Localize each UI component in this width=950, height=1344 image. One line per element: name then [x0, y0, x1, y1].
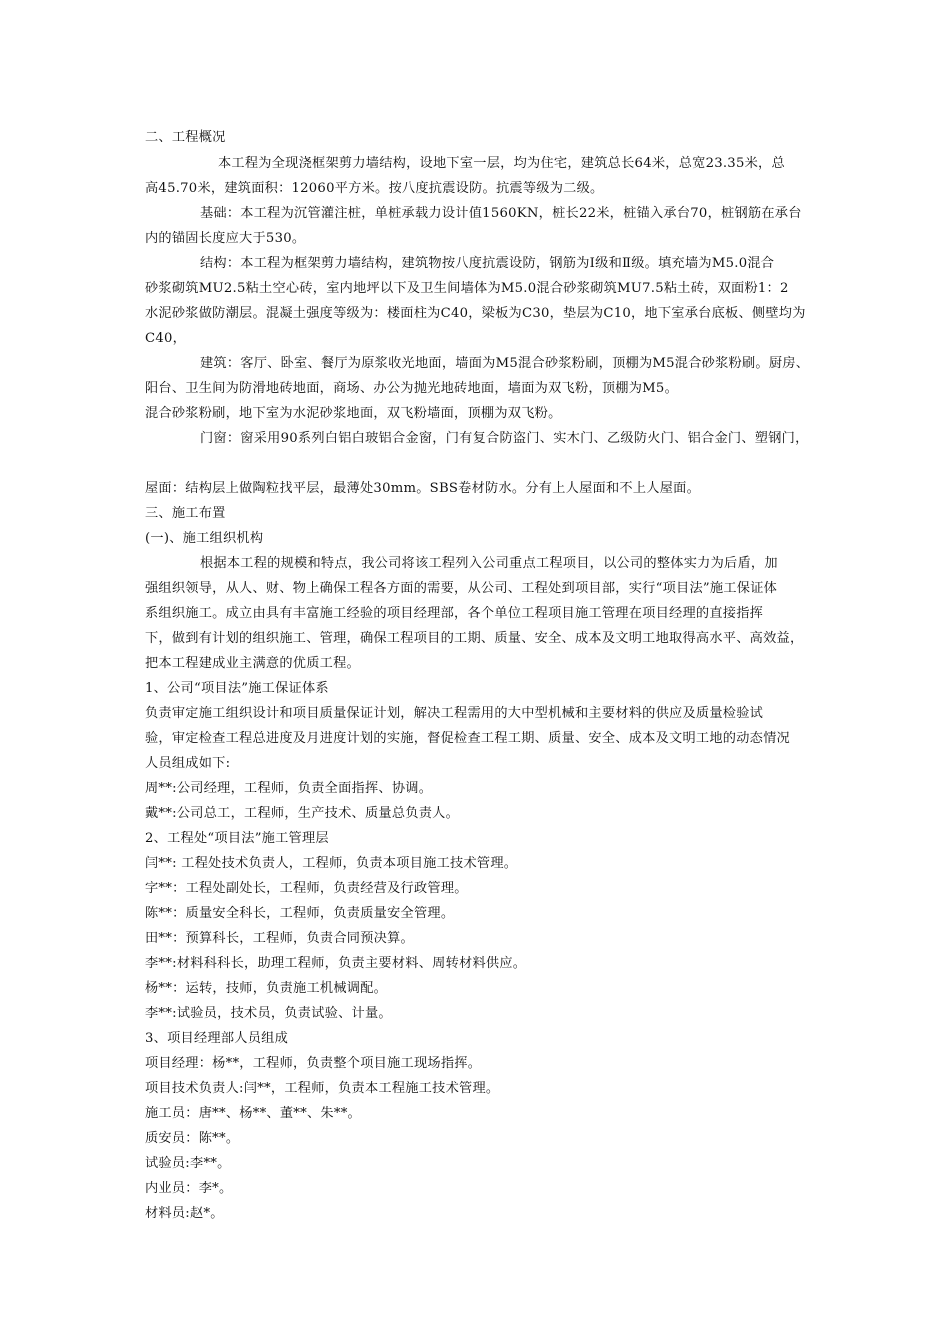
- paragraph-line: 系组织施工。成立由具有丰富施工经验的项目经理部，各个单位工程项目施工管理在项目经理的直接指挥: [145, 606, 764, 621]
- paragraph-line: 水泥砂浆做防潮层。混凝土强度等级为：楼面柱为C40，梁板为C30，垫层为C10，地下室承台底板、侧壁均为: [145, 306, 806, 321]
- personnel-line: 内业员：李*。: [145, 1181, 233, 1196]
- paragraph-line: 负责审定施工组织设计和项目质量保证计划，解决工程需用的大中型机械和主要材料的供应及质量检验试: [145, 706, 764, 721]
- section-heading-construction-layout: 三、施工布置: [145, 506, 226, 521]
- paragraph-line: 强组织领导，从人、财、物上确保工程各方面的需要，从公司、工程处到项目部，实行“项目法”施工保证体: [145, 581, 778, 596]
- paragraph-line: 验，审定检查工程总进度及月进度计划的实施，督促检查工程工期、质量、安全、成本及文明工地的动态情况: [145, 731, 790, 746]
- personnel-line: 质安员：陈**。: [145, 1131, 240, 1146]
- subsection-heading: 3、项目经理部人员组成: [145, 1031, 289, 1046]
- personnel-line: 戴**:公司总工，工程师，生产技术、质量总负责人。: [145, 806, 460, 821]
- paragraph-line: 基础：本工程为沉管灌注桩，单桩承载力设计值1560KN，桩长22米，桩锚入承台70，桩钢筋在承台: [200, 206, 802, 221]
- paragraph-line: 下，做到有计划的组织施工、管理，确保工程项目的工期、质量、安全、成本及文明工地取得高水平、高效益，: [145, 631, 804, 646]
- paragraph-line: 门窗：窗采用90系列白铝白玻铝合金窗，门有复合防盗门、实木门、乙级防火门、铝合金门、塑钢门，: [200, 431, 809, 446]
- paragraph-line: 本工程为全现浇框架剪力墙结构，设地下室一层，均为住宅，建筑总长64米，总宽23.35米，总: [218, 156, 785, 171]
- paragraph-line: 人员组成如下:: [145, 756, 231, 771]
- paragraph-line: 高45.70米，建筑面积：12060平方米。按八度抗震设防。抗震等级为二级。: [145, 181, 604, 196]
- personnel-line: 施工员：唐**、杨**、董**、朱**。: [145, 1106, 361, 1121]
- personnel-line: 项目经理：杨**，工程师，负责整个项目施工现场指挥。: [145, 1056, 482, 1071]
- paragraph-line: C40，: [145, 331, 187, 346]
- subsection-heading: 2、工程处“项目法”施工管理层: [145, 831, 329, 846]
- subsection-heading: (一)、施工组织机构: [145, 531, 264, 546]
- paragraph-line: 内的锚固长度应大于530。: [145, 231, 306, 246]
- personnel-line: 周**:公司经理，工程师，负责全面指挥、协调。: [145, 781, 433, 796]
- paragraph-line: 砂浆砌筑MU2.5粘土空心砖，室内地坪以下及卫生间墙体为M5.0混合砂浆砌筑MU7.5粘土砖，双面粉1：2: [145, 281, 789, 296]
- paragraph-line: 阳台、卫生间为防滑地砖地面，商场、办公为抛光地砖地面，墙面为双飞粉，顶棚为M5。: [145, 381, 679, 396]
- paragraph-line: 根据本工程的规模和特点，我公司将该工程列入公司重点工程项目，以公司的整体实力为后盾，加: [200, 556, 778, 571]
- subsection-heading: 1、公司“项目法”施工保证体系: [145, 681, 329, 696]
- paragraph-line: 建筑：客厅、卧室、餐厅为原浆收光地面，墙面为M5混合砂浆粉刷，顶棚为M5混合砂浆粉刷。厨房、: [200, 356, 810, 371]
- paragraph-line: 屋面：结构层上做陶粒找平层，最薄处30mm。SBS卷材防水。分有上人屋面和不上人屋面。: [145, 481, 701, 496]
- paragraph-line: 混合砂浆粉刷，地下室为水泥砂浆地面，双飞粉墙面，顶棚为双飞粉。: [145, 406, 562, 421]
- personnel-line: 陈**：质量安全科长，工程师，负责质量安全管理。: [145, 906, 455, 921]
- personnel-line: 字**：工程处副处长，工程师，负责经营及行政管理。: [145, 881, 468, 896]
- personnel-line: 项目技术负责人:闫**，工程师，负责本工程施工技术管理。: [145, 1081, 500, 1096]
- personnel-line: 闫**: 工程处技术负责人，工程师，负责本项目施工技术管理。: [145, 856, 518, 871]
- personnel-line: 试验员:李**。: [145, 1156, 231, 1171]
- paragraph-line: 结构：本工程为框架剪力墙结构，建筑物按八度抗震设防，钢筋为Ⅰ级和Ⅱ级。填充墙为M5.0混合: [200, 256, 775, 271]
- paragraph-line: 把本工程建成业主满意的优质工程。: [145, 656, 360, 671]
- personnel-line: 杨**：运转，技师，负责施工机械调配。: [145, 981, 388, 996]
- personnel-line: 田**：预算科长，工程师，负责合同预决算。: [145, 931, 414, 946]
- personnel-line: 李**:材料科科长，助理工程师，负责主要材料、周转材料供应。: [145, 956, 527, 971]
- personnel-line: 材料员:赵*。: [145, 1206, 224, 1221]
- personnel-line: 李**:试验员，技术员，负责试验、计量。: [145, 1006, 392, 1021]
- section-heading-project-overview: 二、工程概况: [145, 130, 226, 145]
